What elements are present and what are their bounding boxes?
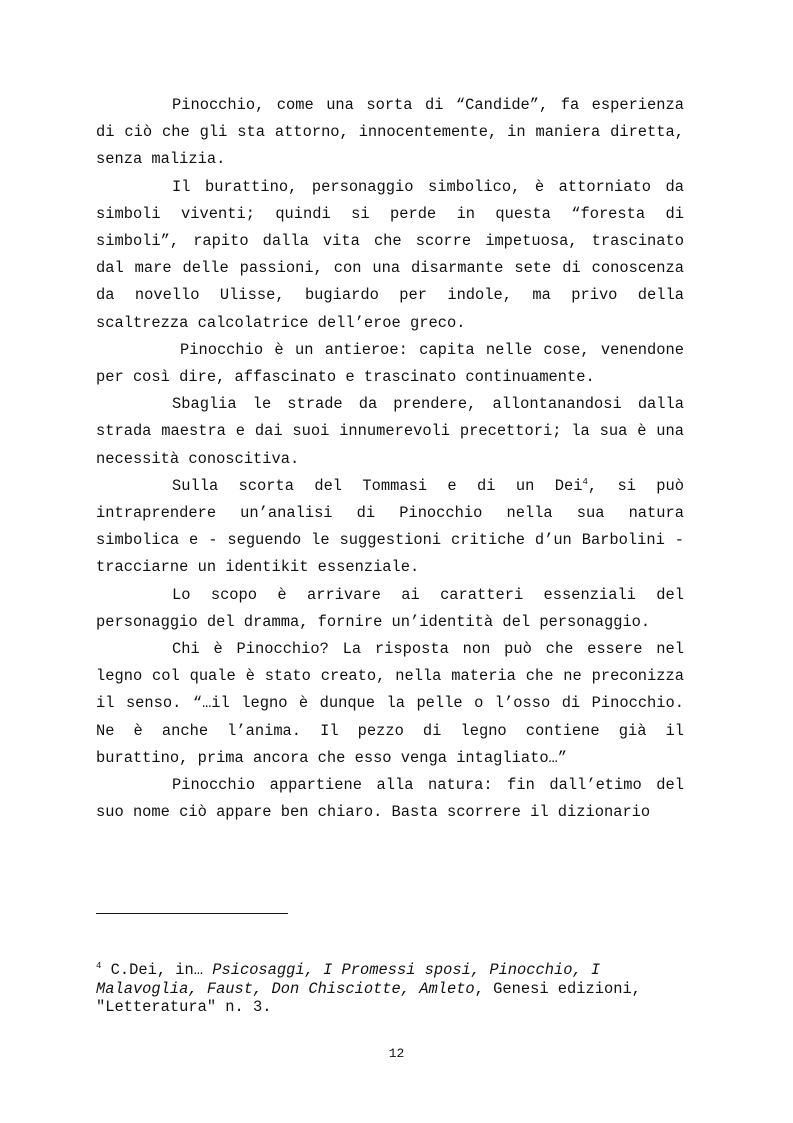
footnote-titles: Psicosaggi, I Promessi sposi, Pinocchio, I Malavoglia, Faust, Don Chisciotte, Amleto xyxy=(96,961,601,998)
paragraph-6: Lo scopo è arrivare ai caratteri essenziali del personaggio del dramma, fornire un’identità del personaggio. xyxy=(96,585,684,631)
footnote-marker: 4 xyxy=(96,960,102,971)
footnote-reference: 4 xyxy=(582,476,588,487)
paragraph-3: Pinocchio è un antieroe: capita nelle cose, venendone per così dire, affascinato e trascinato continuamente. xyxy=(96,340,684,387)
paragraph-7: Chi è Pinocchio? La risposta non può che essere nel legno col quale è stato creato, nella materia che ne preconizza il senso. “…il legno è dunque la pelle o l’osso di Pinocchio. Ne è anche l’anima. Il pezzo di legno contiene già il burattino, prima ancora che esso venga intagliato…” xyxy=(96,640,684,767)
paragraph-1: Pinocchio, come una sorta di “Candide”, fa esperienza di ciò che gli sta attorno, innocentemente, in maniera diretta, senza malizia. xyxy=(96,96,684,169)
paragraph-5-before: Sulla scorta del Tommasi e di un Dei xyxy=(172,476,583,495)
paragraph-8: Pinocchio appartiene alla natura: fin dall’etimo del suo nome ciò appare ben chiaro. Basta scorrere il dizionario xyxy=(96,776,684,822)
page-number: 12 xyxy=(388,1046,405,1061)
paragraph-2: Il burattino, personaggio simbolico, è attorniato da simboli viventi; quindi si perde in questa “foresta di simboli”, rapito dalla vita che scorre impetuosa, trascinato dal mare delle passioni, con una disarmante sete di conoscenza da novello Ulisse, bugiardo per indole, ma privo della scaltrezza calcolatrice dell’eroe greco. xyxy=(96,177,684,332)
footnote-lead: C.Dei, in… xyxy=(101,961,213,979)
body-text xyxy=(96,92,684,826)
footnote-tail: , Genesi edizioni, "Letteratura" n. 3. xyxy=(96,979,641,1016)
footnote xyxy=(96,961,686,1017)
paragraph-5 xyxy=(96,473,684,582)
paragraph-4: Sbaglia le strade da prendere, allontanandosi dalla strada maestra e dai suoi innumerevoli precettori; la sua è una necessità conoscitiva. xyxy=(96,395,684,468)
footnote-separator xyxy=(96,913,288,914)
paragraph-5-after: , si può intraprendere un’analisi di Pinocchio nella sua natura simbolica e - seguendo le suggestioni critiche d’un Barbolini - tracciarne un identikit essenziale. xyxy=(96,476,684,577)
